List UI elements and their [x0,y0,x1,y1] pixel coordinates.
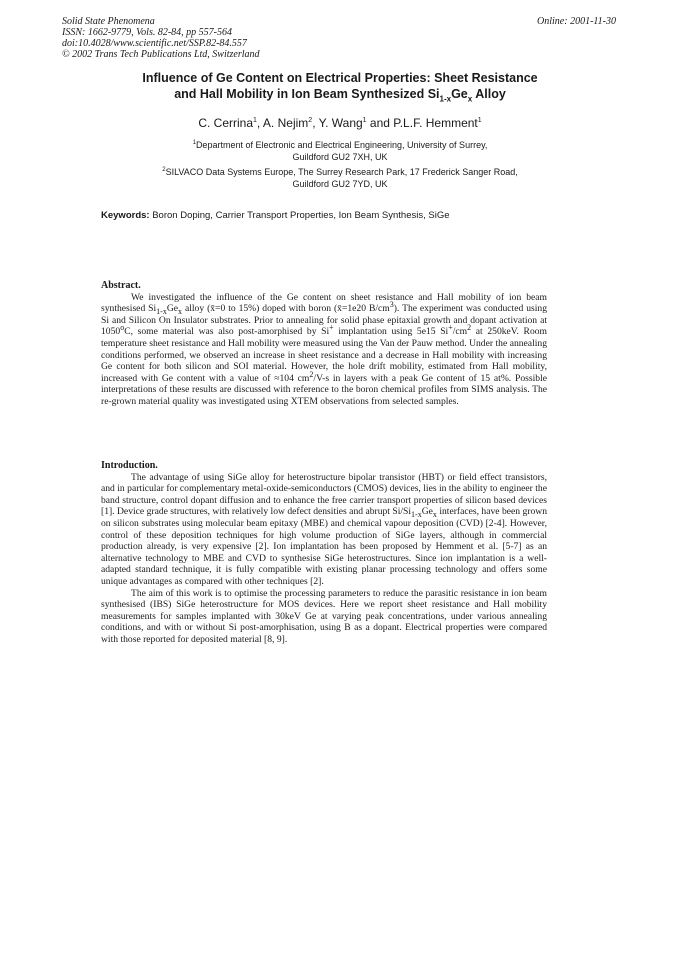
abstract-text: We investigated the influence of the Ge content on sheet resistance and Hall mobility of ion beam synthesised $Si_{1-x}Ge_x$ alloy (x̄=0 to 15%) doped with boron (x̄=1e20 $B/cm^3$). The experiment was conducted using Si and Silicon On Insulator substrates. Prior to annealing for solid phase epitaxial growth and dopant activation at 1050$^o$C, some material was also post-amorphised by Si+ implantation using 5e15 $Si^+/cm^2$ at 250keV. Room temperature sheet resistance and Hall mobility were measured using the Van der Pauw method. Under the annealing conditions performed, we observed an increase in sheet resistance and a decrease in Hall mobility with increasing Ge content for both silicon and SOI material. However, the hole drift mobility, estimated from Hall mobility, increased with Ge content with a value of ≈104 $cm^2/V-s$ in layers with a peak Ge content of 15 at%. Possible interpretations of these results are discussed with reference to the boron chemical profiles from SIMS analysis. The re-grown material quality was investigated using XTEM observations from selected samples. [101,291,547,407]
copyright-line: © 2002 Trans Tech Publications Ltd, Switzerland [62,49,260,60]
introduction-heading: Introduction. [101,460,158,471]
keywords-text: Boron Doping, Carrier Transport Properties, Ion Beam Synthesis, SiGe [149,210,450,221]
title-line-1: Influence of Ge Content on Electrical Properties: Sheet Resistance [142,71,538,85]
journal-name: Solid State Phenomena [62,16,155,27]
issn-line: ISSN: 1662-9779, Vols. 82-84, pp 557-564 [62,27,232,38]
introduction-paragraph-2: The aim of this work is to optimise the processing parameters to reduce the parasitic resistance in ion beam synthesised (IBS) SiGe heterostructure for MOS devices. Here we report sheet resistance and Hall mobility measurements for samples implanted with 30keV Ge at varying peak concentrations, under various annealing conditions, and with or without Si post-amorphisation, using B as a dopant. Electrical properties were compared with those reported for deposited material [8, 9]. [101,587,547,645]
author-list: C. Cerrina$^1$, A. Nejim$^2$, Y. Wang$^1$ and P.L.F. Hemment$^1$ [198,116,482,130]
affiliation-2: $^2$SILVACO Data Systems Europe, The Surrey Research Park, 17 Frederick Sanger Road, Guildford GU2 7YD, UK [162,167,518,189]
affiliation-1: $^1$Department of Electronic and Electrical Engineering, University of Surrey, Guildford GU2 7XH, UK [192,140,488,162]
title-line-2: and Hall Mobility in Ion Beam Synthesized $Si_{1-x}Ge_x$ Alloy [174,87,506,104]
doi-line[interactable]: doi:10.4028/www.scientific.net/SSP.82-84.557 [62,38,247,49]
abstract-heading: Abstract. [101,280,141,291]
journal-header [62,16,260,60]
keywords-label: Keywords: [101,210,150,221]
online-date: Online: 2001-11-30 [537,16,616,27]
introduction-section [101,460,547,646]
abstract-section [101,280,547,408]
introduction-paragraph-1: The advantage of using SiGe alloy for heterostructure bipolar transistor (HBT) or field effect transistors, and in particular for complementary metal-oxide-semiconductors (CMOS) devices, lies in the ability to engineer the band structure, control dopant diffusion and to enhance the free carrier transport properties of silicon based devices [1]. Device grade structures, with relatively low defect densities and abrupt $Si/Si_{1-x}Ge_x$ interfaces, have been grown on silicon substrates using molecular beam epitaxy (MBE) and chemical vapour deposition (CVD) [2-4]. However, control of these deposition techniques for high volume production of SiGe layers, although in commercial production already, is very expensive [2]. Ion implantation has been proposed by Hemment et al. [5-7] as an alternative technology to MBE and CVD to synthesise SiGe heterostructures. Since ion implantation is a well-adapted standard technique, it is fully compatible with existing planar processing technology and offers some unique advantages as compared with other techniques [2]. [101,471,547,587]
keywords [101,210,581,221]
paper-title [90,70,590,102]
